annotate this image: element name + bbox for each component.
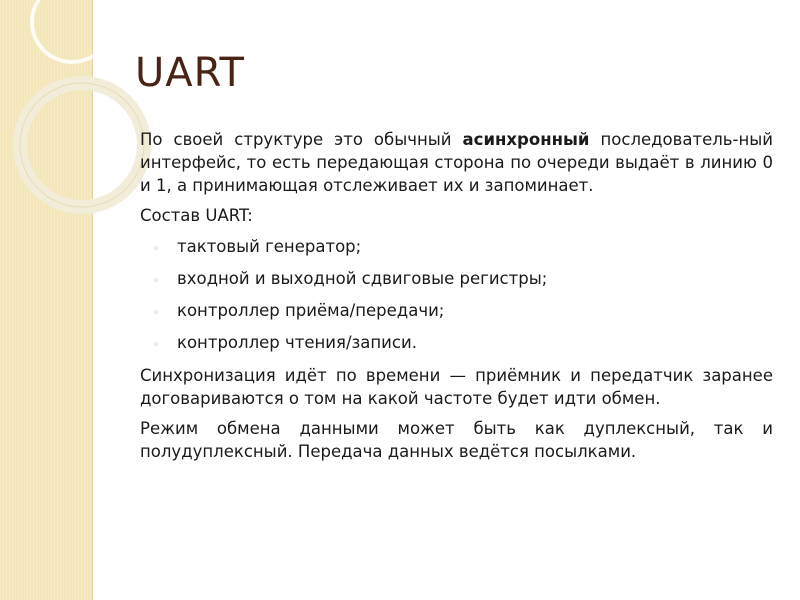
- intro-paragraph: По своей структуре это обычный асинхронный последователь-ный интерфейс, то есть передающая сторона по очереди выдаёт в линию 0 и 1, а принимающая отслеживает их и запоминает.: [140, 130, 774, 195]
- bullet-icon: ◦: [153, 338, 160, 351]
- list-item: ◦ входной и выходной сдвиговые регистры;: [140, 267, 773, 290]
- slide-title: UART: [135, 50, 245, 96]
- list-item: ◦ контроллер чтения/записи.: [140, 331, 773, 354]
- sync-paragraph: Синхронизация идёт по времени — приёмник и передатчик заранее договариваются о том на какой частоте будет идти обмен.: [140, 366, 773, 408]
- bullet-icon: ◦: [153, 242, 160, 255]
- composition-heading: Состав UART:: [140, 206, 253, 225]
- emphasized-term: асинхронный: [462, 130, 590, 149]
- slide-body: [140, 128, 773, 470]
- composition-list: [140, 235, 773, 354]
- bullet-icon: ◦: [153, 306, 160, 319]
- bullet-icon: ◦: [153, 274, 160, 287]
- list-item: ◦ контроллер приёма/передачи;: [140, 299, 773, 322]
- list-item: ◦ тактовый генератор;: [140, 235, 773, 258]
- mode-paragraph: Режим обмена данными может быть как дуплексный, так и полудуплексный. Передача данных ведётся посылками.: [140, 419, 773, 461]
